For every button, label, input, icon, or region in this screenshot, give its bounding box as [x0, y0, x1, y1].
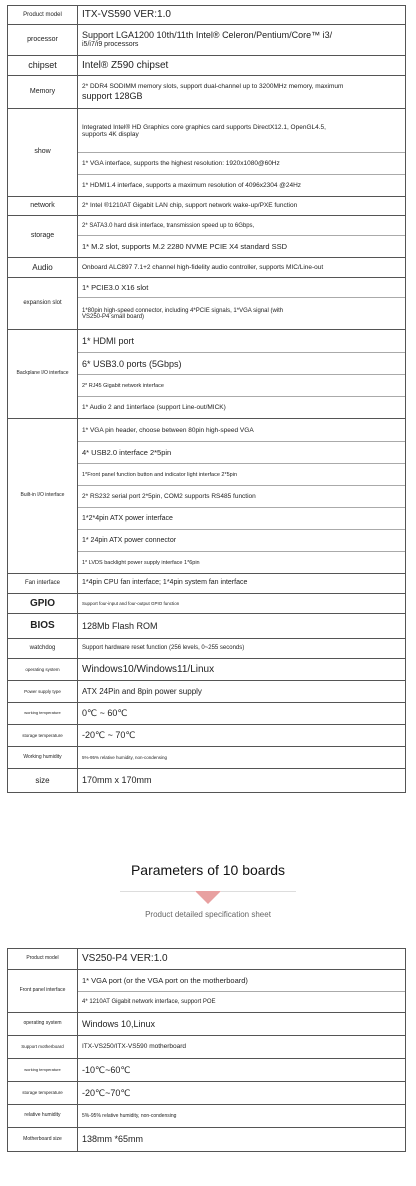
spec-value-line: 138mm *65mm — [82, 1134, 144, 1145]
divider-right — [221, 891, 296, 892]
spec-value — [78, 1059, 406, 1082]
spec-value — [78, 258, 406, 278]
spec-value-line: Support LGA1200 10th/11th Intel® Celeron/Pentium/Core™ i3/ — [82, 30, 333, 41]
section-subtitle: Product detailed specification sheet — [145, 910, 271, 919]
spec-value-line: VS250-P4 VER:1.0 — [82, 953, 168, 964]
spec-row — [8, 1105, 406, 1128]
spec-row — [8, 725, 406, 747]
spec-value-line: ATX 24Pin and 8pin power supply — [82, 686, 202, 696]
spec-label: size — [8, 769, 78, 793]
spec-label: Audio — [8, 258, 78, 278]
spec-sub-value: 1* VGA interface, supports the highest resolution: 1920x1080@60Hz — [78, 152, 405, 174]
spec-value — [78, 6, 406, 25]
spec-row — [8, 76, 406, 109]
divider-left — [120, 891, 195, 892]
spec-label: Power supply type — [8, 681, 78, 703]
spec-row — [8, 1082, 406, 1105]
spec-value-line: Windows10/Windows11/Linux — [82, 663, 215, 675]
spec-label: Product model — [8, 949, 78, 970]
spec-label: Fan interface — [8, 574, 78, 594]
spec-label: Working humidity — [8, 747, 78, 769]
spec-label: processor — [8, 25, 78, 56]
spec-value-group — [78, 419, 406, 574]
spec-sub-line: VS250-P4 small board) — [82, 313, 145, 320]
spec-value-line: 0℃ ~ 60℃ — [82, 708, 128, 719]
spec-sub-value: 1* Audio 2 and 1interface (support Line-out/MICK) — [78, 396, 405, 418]
section-title: Parameters of 10 boards — [130, 862, 286, 878]
spec-label: storage — [8, 216, 78, 258]
spec-value-line: 1*4pin CPU fan interface; 1*4pin system fan interface — [82, 579, 248, 587]
spec-row — [8, 949, 406, 970]
spec-value — [78, 56, 406, 76]
spec-value — [78, 703, 406, 725]
spec-value — [78, 1128, 406, 1152]
spec-sub-value: 2* SATA3.0 hard disk interface, transmission speed up to 6Gbps, — [82, 222, 255, 229]
spec-label: BIOS — [8, 614, 78, 639]
spec-row — [8, 769, 406, 793]
spec-sub-value: 1* 24pin ATX power connector — [78, 529, 405, 551]
spec-sub-value: 1* VGA pin header, choose between 80pin high-speed VGA — [82, 426, 254, 434]
spec-label: Product model — [8, 6, 78, 25]
spec-row — [8, 1013, 406, 1036]
spec-row-group — [8, 419, 406, 574]
spec-sub-value: 1*Front panel function button and indicator light interface 2*5pin — [78, 463, 405, 485]
spec-row — [8, 6, 406, 25]
spec-value — [78, 639, 406, 659]
spec-value-line: 128Mb Flash ROM — [82, 620, 158, 631]
spec-value — [78, 76, 406, 109]
spec-row — [8, 1036, 406, 1059]
spec-sub-value: 1* HDMI1.4 interface, supports a maximum resolution of 4096x2304 @24Hz — [78, 174, 405, 196]
spec-row — [8, 258, 406, 278]
spec-label: working temperature — [8, 1059, 78, 1082]
spec-value-line: i5/i7/i9 processors — [82, 41, 139, 49]
specification-table-vs250-p4 — [7, 948, 406, 1152]
spec-value — [78, 25, 406, 56]
spec-label: storage temperature — [8, 725, 78, 747]
spec-row — [8, 1059, 406, 1082]
spec-value-line: 2* Intel ®1210AT Gigabit LAN chip, support network wake-up/PXE function — [82, 202, 298, 210]
spec-label: show — [8, 109, 78, 197]
spec-row — [8, 639, 406, 659]
spec-sub-value: 4* USB2.0 interface 2*5pin — [78, 441, 405, 463]
spec-value-group — [78, 109, 406, 197]
spec-value-line: ITX-VS250/ITX-VS590 motherboard — [82, 1043, 187, 1051]
spec-value — [78, 594, 406, 614]
spec-row — [8, 1128, 406, 1152]
spec-label: relative humidity — [8, 1105, 78, 1128]
spec-sub-value — [78, 297, 405, 329]
spec-sub-line: supports 4K display — [82, 130, 139, 138]
spec-sub-value: 1* HDMI port — [82, 336, 135, 346]
spec-sub-value: 1* LVDS backlight power supply interface 1*6pin — [78, 551, 405, 573]
spec-label: Memory — [8, 76, 78, 109]
spec-value-line: -20℃~70℃ — [82, 1087, 131, 1098]
spec-row — [8, 56, 406, 76]
spec-row — [8, 747, 406, 769]
spec-sub-line: Integrated Intel® HD Graphics core graphics card supports DirectX12.1, OpenGL4.5, — [82, 123, 326, 131]
spec-value — [78, 197, 406, 216]
spec-label: expansion slot — [8, 278, 78, 330]
spec-value — [78, 574, 406, 594]
spec-row — [8, 594, 406, 614]
spec-sub-value: 4* 1210AT Gigabit network interface, support POE — [78, 991, 405, 1012]
spec-value-line: Support four-input and four-output GPIO function — [82, 600, 180, 606]
spec-label: Support motherboard — [8, 1036, 78, 1059]
spec-label: Built-in I/O interface — [8, 419, 78, 574]
spec-label: Front panel interface — [8, 970, 78, 1013]
spec-label: working temperature — [8, 703, 78, 725]
spec-value-line: Onboard ALC897 7.1+2 channel high-fidelity audio controller, supports MIC/Line-out — [82, 263, 324, 271]
down-triangle-icon — [195, 891, 221, 904]
spec-row-group — [8, 278, 406, 330]
spec-label: GPIO — [8, 594, 78, 614]
spec-value-line: 2* DDR4 SODIMM memory slots, support dual-channel up to 3200MHz memory, maximum — [82, 82, 344, 90]
spec-value — [78, 769, 406, 793]
spec-value-line: 5%-95% relative humidity, non-condensing — [82, 754, 167, 760]
specification-table-itx-vs590 — [7, 5, 406, 793]
spec-value — [78, 747, 406, 769]
spec-value-group — [78, 970, 406, 1013]
spec-value-line: Windows 10,Linux — [82, 1018, 156, 1029]
spec-row-group — [8, 216, 406, 258]
spec-label: operating system — [8, 1013, 78, 1036]
spec-row — [8, 681, 406, 703]
spec-sub-value: 6* USB3.0 ports (5Gbps) — [78, 352, 405, 374]
spec-label: network — [8, 197, 78, 216]
spec-value — [78, 949, 406, 970]
spec-row — [8, 25, 406, 56]
spec-value-group — [78, 330, 406, 419]
spec-value-line: support 128GB — [82, 90, 143, 101]
spec-row-group — [8, 970, 406, 1013]
spec-sub-value: 1* PCIE3.0 X16 slot — [82, 283, 149, 292]
spec-value — [78, 614, 406, 639]
spec-label: Backplane I/O interface — [8, 330, 78, 419]
spec-row — [8, 659, 406, 681]
spec-value-line: -10℃~60℃ — [82, 1064, 131, 1075]
spec-sub-value — [78, 109, 405, 152]
spec-value-line: 5%-95% relative humidity, non-condensing — [82, 1113, 177, 1119]
spec-row — [8, 703, 406, 725]
spec-sub-value: 1* M.2 slot, supports M.2 2280 NVME PCIE X4 standard SSD — [78, 235, 405, 257]
spec-label: chipset — [8, 56, 78, 76]
spec-value-group — [78, 278, 406, 330]
spec-value-group — [78, 216, 406, 258]
spec-value-line: ITX-VS590 VER:1.0 — [82, 9, 171, 20]
spec-sub-value: 2* RS232 serial port 2*5pin, COM2 supports RS485 function — [78, 485, 405, 507]
spec-value-line: Intel® Z590 chipset — [82, 59, 169, 71]
spec-label: watchdog — [8, 639, 78, 659]
spec-label: operating system — [8, 659, 78, 681]
spec-value — [78, 1013, 406, 1036]
spec-sub-line: 1*80pin high-speed connector, including 4*PCIE signals, 1*VGA signal (with — [82, 307, 284, 314]
spec-value-line: Support hardware reset function (256 levels, 0~255 seconds) — [82, 644, 245, 651]
spec-row — [8, 574, 406, 594]
spec-value-line: -20℃ ~ 70℃ — [82, 730, 136, 741]
spec-label: storage temperature — [8, 1082, 78, 1105]
spec-sub-value: 1*2*4pin ATX power interface — [78, 507, 405, 529]
spec-value — [78, 1036, 406, 1059]
spec-row — [8, 614, 406, 639]
spec-sub-value: 1* VGA port (or the VGA port on the motherboard) — [82, 976, 248, 985]
spec-value — [78, 659, 406, 681]
spec-value-line: 170mm x 170mm — [82, 775, 152, 786]
spec-value — [78, 1082, 406, 1105]
spec-row-group — [8, 330, 406, 419]
spec-row-group — [8, 109, 406, 197]
spec-row — [8, 197, 406, 216]
spec-label: Motherboard size — [8, 1128, 78, 1152]
spec-value — [78, 725, 406, 747]
spec-value — [78, 1105, 406, 1128]
spec-sub-value: 2* RJ45 Gigabit network interface — [78, 374, 405, 396]
spec-value — [78, 681, 406, 703]
